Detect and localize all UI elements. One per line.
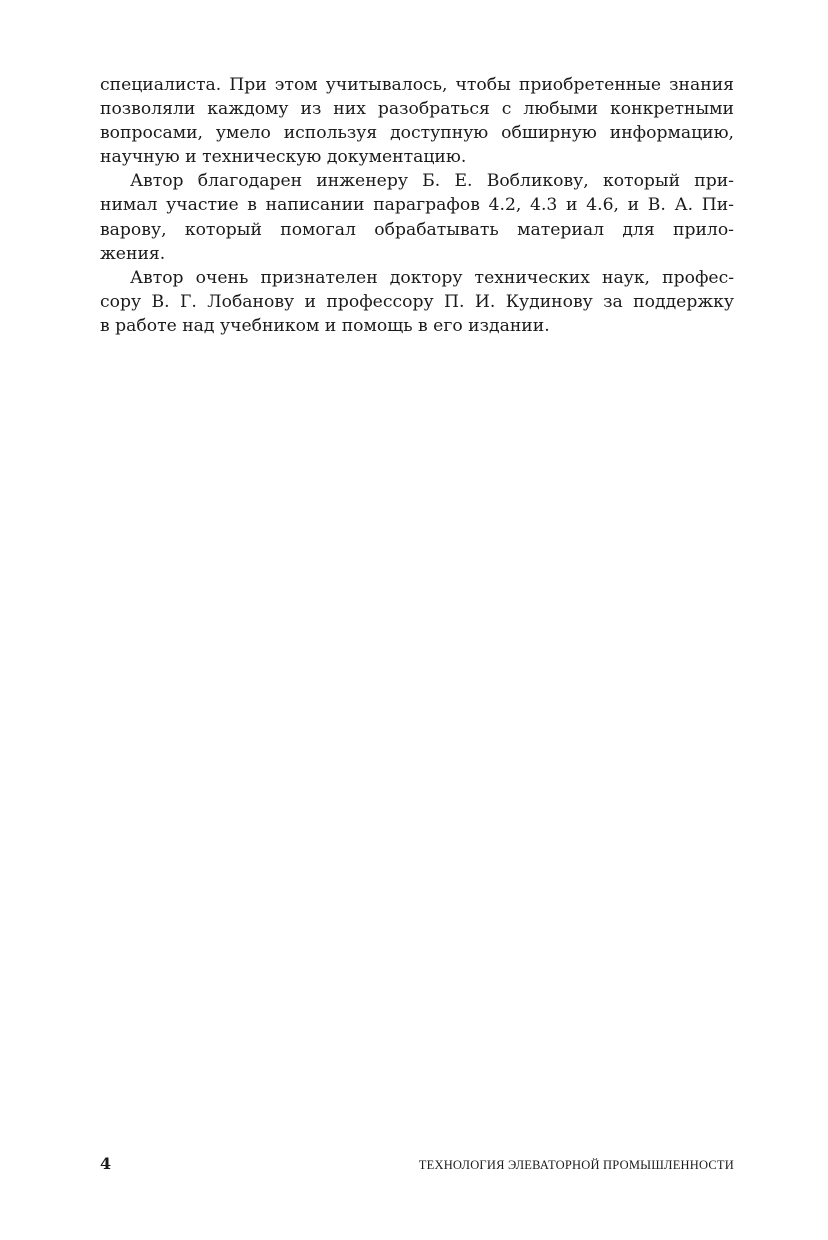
- text-line: сору В. Г. Лобанову и профессору П. И. Кудинову за поддержку: [100, 291, 734, 312]
- text-line: жения.: [100, 243, 166, 264]
- text-line: позволяли каждому из них разобраться с любыми конкретными: [100, 99, 734, 120]
- text-line: Автор очень признателен доктору технических наук, профес-: [130, 267, 734, 288]
- paragraph-acknowledgement-professors: [100, 266, 734, 338]
- page-number: 4: [100, 1154, 112, 1173]
- text-line: нимал участие в написании параграфов 4.2, 4.3 и 4.6, и В. А. Пи-: [100, 195, 734, 216]
- text-line: в работе над учебником и помощь в его издании.: [100, 315, 550, 336]
- text-line: Автор благодарен инженеру Б. Е. Вобликову, который при-: [130, 171, 734, 192]
- running-head: ТЕХНОЛОГИЯ ЭЛЕВАТОРНОЙ ПРОМЫШЛЕННОСТИ: [418, 1158, 734, 1172]
- page-body: [100, 73, 734, 338]
- text-line: вопросами, умело используя доступную обширную информацию,: [100, 123, 734, 144]
- paragraph-intro-continuation: [100, 73, 734, 169]
- text-line: специалиста. При этом учитывалось, чтобы приобретенные знания: [100, 75, 734, 95]
- paragraph-acknowledgement-engineers: [100, 169, 734, 265]
- text-line: варову, который помогал обрабатывать материал для прило-: [100, 219, 734, 240]
- text-line: научную и техническую документацию.: [100, 147, 467, 168]
- page-footer: [100, 1154, 734, 1173]
